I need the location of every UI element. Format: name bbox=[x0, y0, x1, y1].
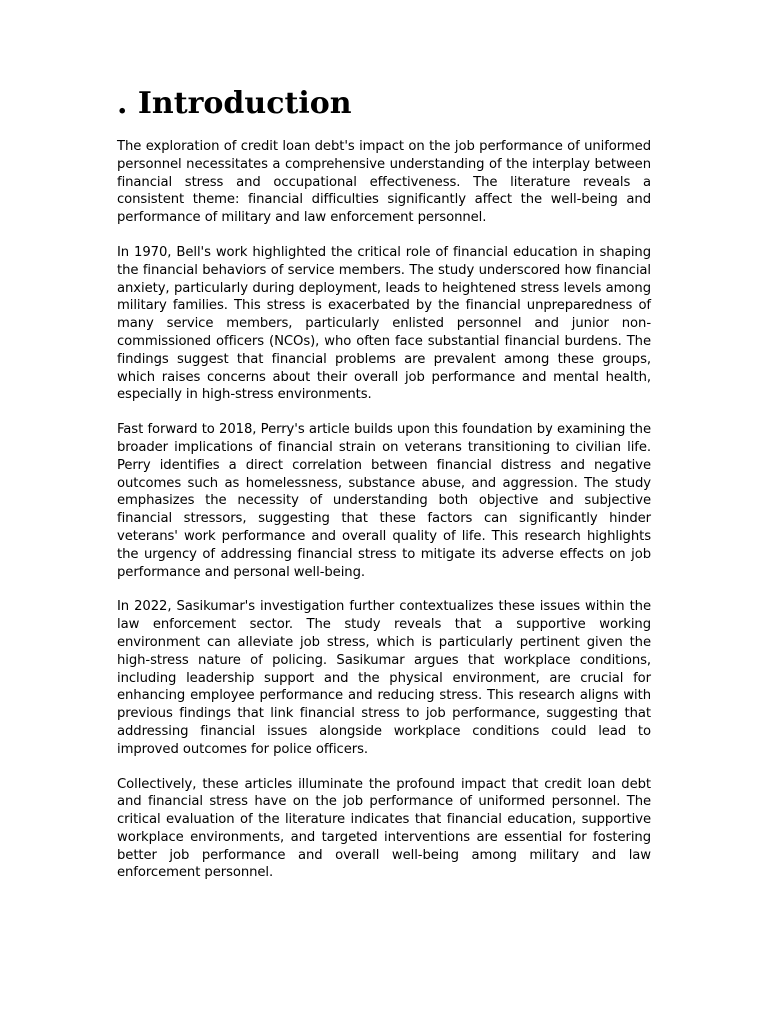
paragraph-intro: The exploration of credit loan debt's impact on the job performance of uniformed personnel necessitates a comprehensive understanding of the interplay between financial stress and occupational effectiveness. The literature reveals a consistent theme: financial difficulties significantly affect the well-being and performance of military and law enforcement personnel. bbox=[117, 139, 651, 226]
paragraph-bell-1970: In 1970, Bell's work highlighted the critical role of financial education in shaping the financial behaviors of service members. The study underscored how financial anxiety, particularly during deployment, leads to heightened stress levels among military families. This stress is exacerbated by the financial unpreparedness of many service members, particularly enlisted personnel and junior non-commissioned officers (NCOs), who often face substantial financial burdens. The findings suggest that financial problems are prevalent among these groups, which raises concerns about their overall job performance and mental health, especially in high-stress environments. bbox=[117, 244, 651, 403]
paragraph-perry-2018: Fast forward to 2018, Perry's article builds upon this foundation by examining the broader implications of financial strain on veterans transitioning to civilian life. Perry identifies a direct correlation between financial distress and negative outcomes such as homelessness, substance abuse, and aggression. The study emphasizes the necessity of understanding both objective and subjective financial stressors, suggesting that these factors can significantly hinder veterans' work performance and overall quality of life. This research highlights the urgency of addressing financial stress to mitigate its adverse effects on job performance and personal well-being. bbox=[117, 422, 651, 580]
paragraph-sasikumar-2022: In 2022, Sasikumar's investigation further contextualizes these issues within the law enforcement sector. The study reveals that a supportive working environment can alleviate job stress, which is particularly pertinent given the high-stress nature of policing. Sasikumar argues that workplace conditions, including leadership support and the physical environment, are crucial for enhancing employee performance and reducing stress. This research aligns with previous findings that link financial stress to job performance, suggesting that addressing financial issues alongside workplace conditions could lead to improved outcomes for police officers. bbox=[117, 599, 651, 757]
section-heading: . Introduction bbox=[117, 86, 352, 121]
body-text bbox=[117, 138, 651, 899]
paragraph-conclusion: Collectively, these articles illuminate the profound impact that credit loan debt and financial stress have on the job performance of uniformed personnel. The critical evaluation of the literature indicates that financial education, supportive workplace environments, and targeted interventions are essential for fostering better job performance and overall well-being among military and law enforcement personnel. bbox=[117, 776, 651, 881]
